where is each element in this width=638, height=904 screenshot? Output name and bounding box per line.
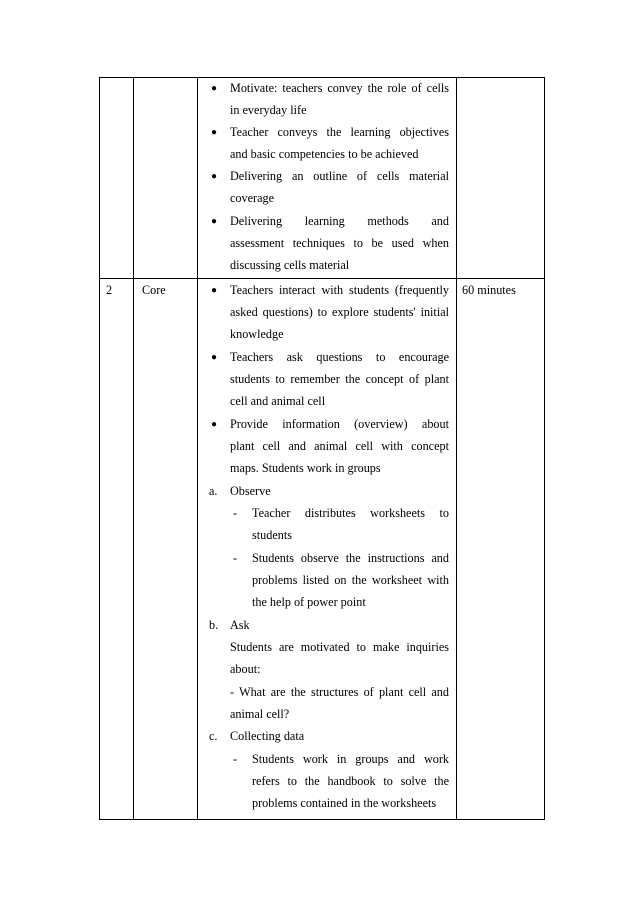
subitem-text-line: Students work in groups and work [252,752,449,766]
step-title: Observe [230,484,271,498]
row-number: 2 [106,283,113,297]
table-border-left [99,77,100,820]
subitem-text-line: the help of power point [252,595,366,609]
table-border-right [544,77,545,820]
bullet-text-line: coverage [230,191,274,205]
bullet-icon: ● [211,83,218,94]
table-border-col3 [456,77,457,820]
bullet-text-line: assessment techniques to be used when [230,236,449,250]
step-text-line: about: [230,662,261,676]
dash-marker: - [233,752,238,766]
bullet-text-line: discussing cells material [230,258,350,272]
bullet-text-line: Teachers ask questions to encourage [230,350,449,364]
step-marker: b. [209,618,219,632]
bullet-text-line: Teacher conveys the learning objectives [230,125,449,139]
step-marker: c. [209,729,218,743]
bullet-icon: ● [211,171,218,182]
row-phase: Core [142,283,166,297]
step-title: Collecting data [230,729,305,743]
bullet-text-line: and basic competencies to be achieved [230,147,419,161]
subitem-text-line: problems contained in the worksheets [252,796,437,810]
bullet-icon: ● [211,127,218,138]
bullet-text-line: in everyday life [230,103,307,117]
subitem-text-line: Teacher distributes worksheets to [252,506,449,520]
bullet-text-line: plant cell and animal cell with concept [230,439,449,453]
table-border-bottom [99,819,545,820]
bullet-text-line: students to remember the concept of plant [230,372,449,386]
step-text-line: animal cell? [230,707,290,721]
table-border-top [99,77,545,78]
subitem-text-line: Students observe the instructions and [252,551,449,565]
step-title: Ask [230,618,250,632]
step-text-line: Students are motivated to make inquiries [230,640,449,654]
table-border-col2 [197,77,198,820]
bullet-text-line: asked questions) to explore students' initial [230,305,449,319]
bullet-icon: ● [211,216,218,227]
step-marker: a. [209,484,218,498]
bullet-text-line: knowledge [230,327,284,341]
bullet-text-line: Provide information (overview) about [230,417,449,431]
bullet-text-line: Delivering an outline of cells material [230,169,449,183]
bullet-icon: ● [211,352,218,363]
step-text-line: - What are the structures of plant cell and [230,685,449,699]
bullet-icon: ● [211,419,218,430]
bullet-icon: ● [211,285,218,296]
dash-marker: - [233,506,238,520]
row-time: 60 minutes [462,283,516,297]
table-border-row-divider [99,278,545,279]
subitem-text-line: problems listed on the worksheet with [252,573,449,587]
bullet-text-line: maps. Students work in groups [230,461,381,475]
bullet-text-line: cell and animal cell [230,394,326,408]
bullet-text-line: Motivate: teachers convey the role of cells [230,81,449,95]
bullet-text-line: Delivering learning methods and [230,214,449,228]
subitem-text-line: refers to the handbook to solve the [252,774,449,788]
table-border-col1 [133,77,134,820]
bullet-text-line: Teachers interact with students (frequently [230,283,449,297]
dash-marker: - [233,551,238,565]
subitem-text-line: students [252,528,292,542]
